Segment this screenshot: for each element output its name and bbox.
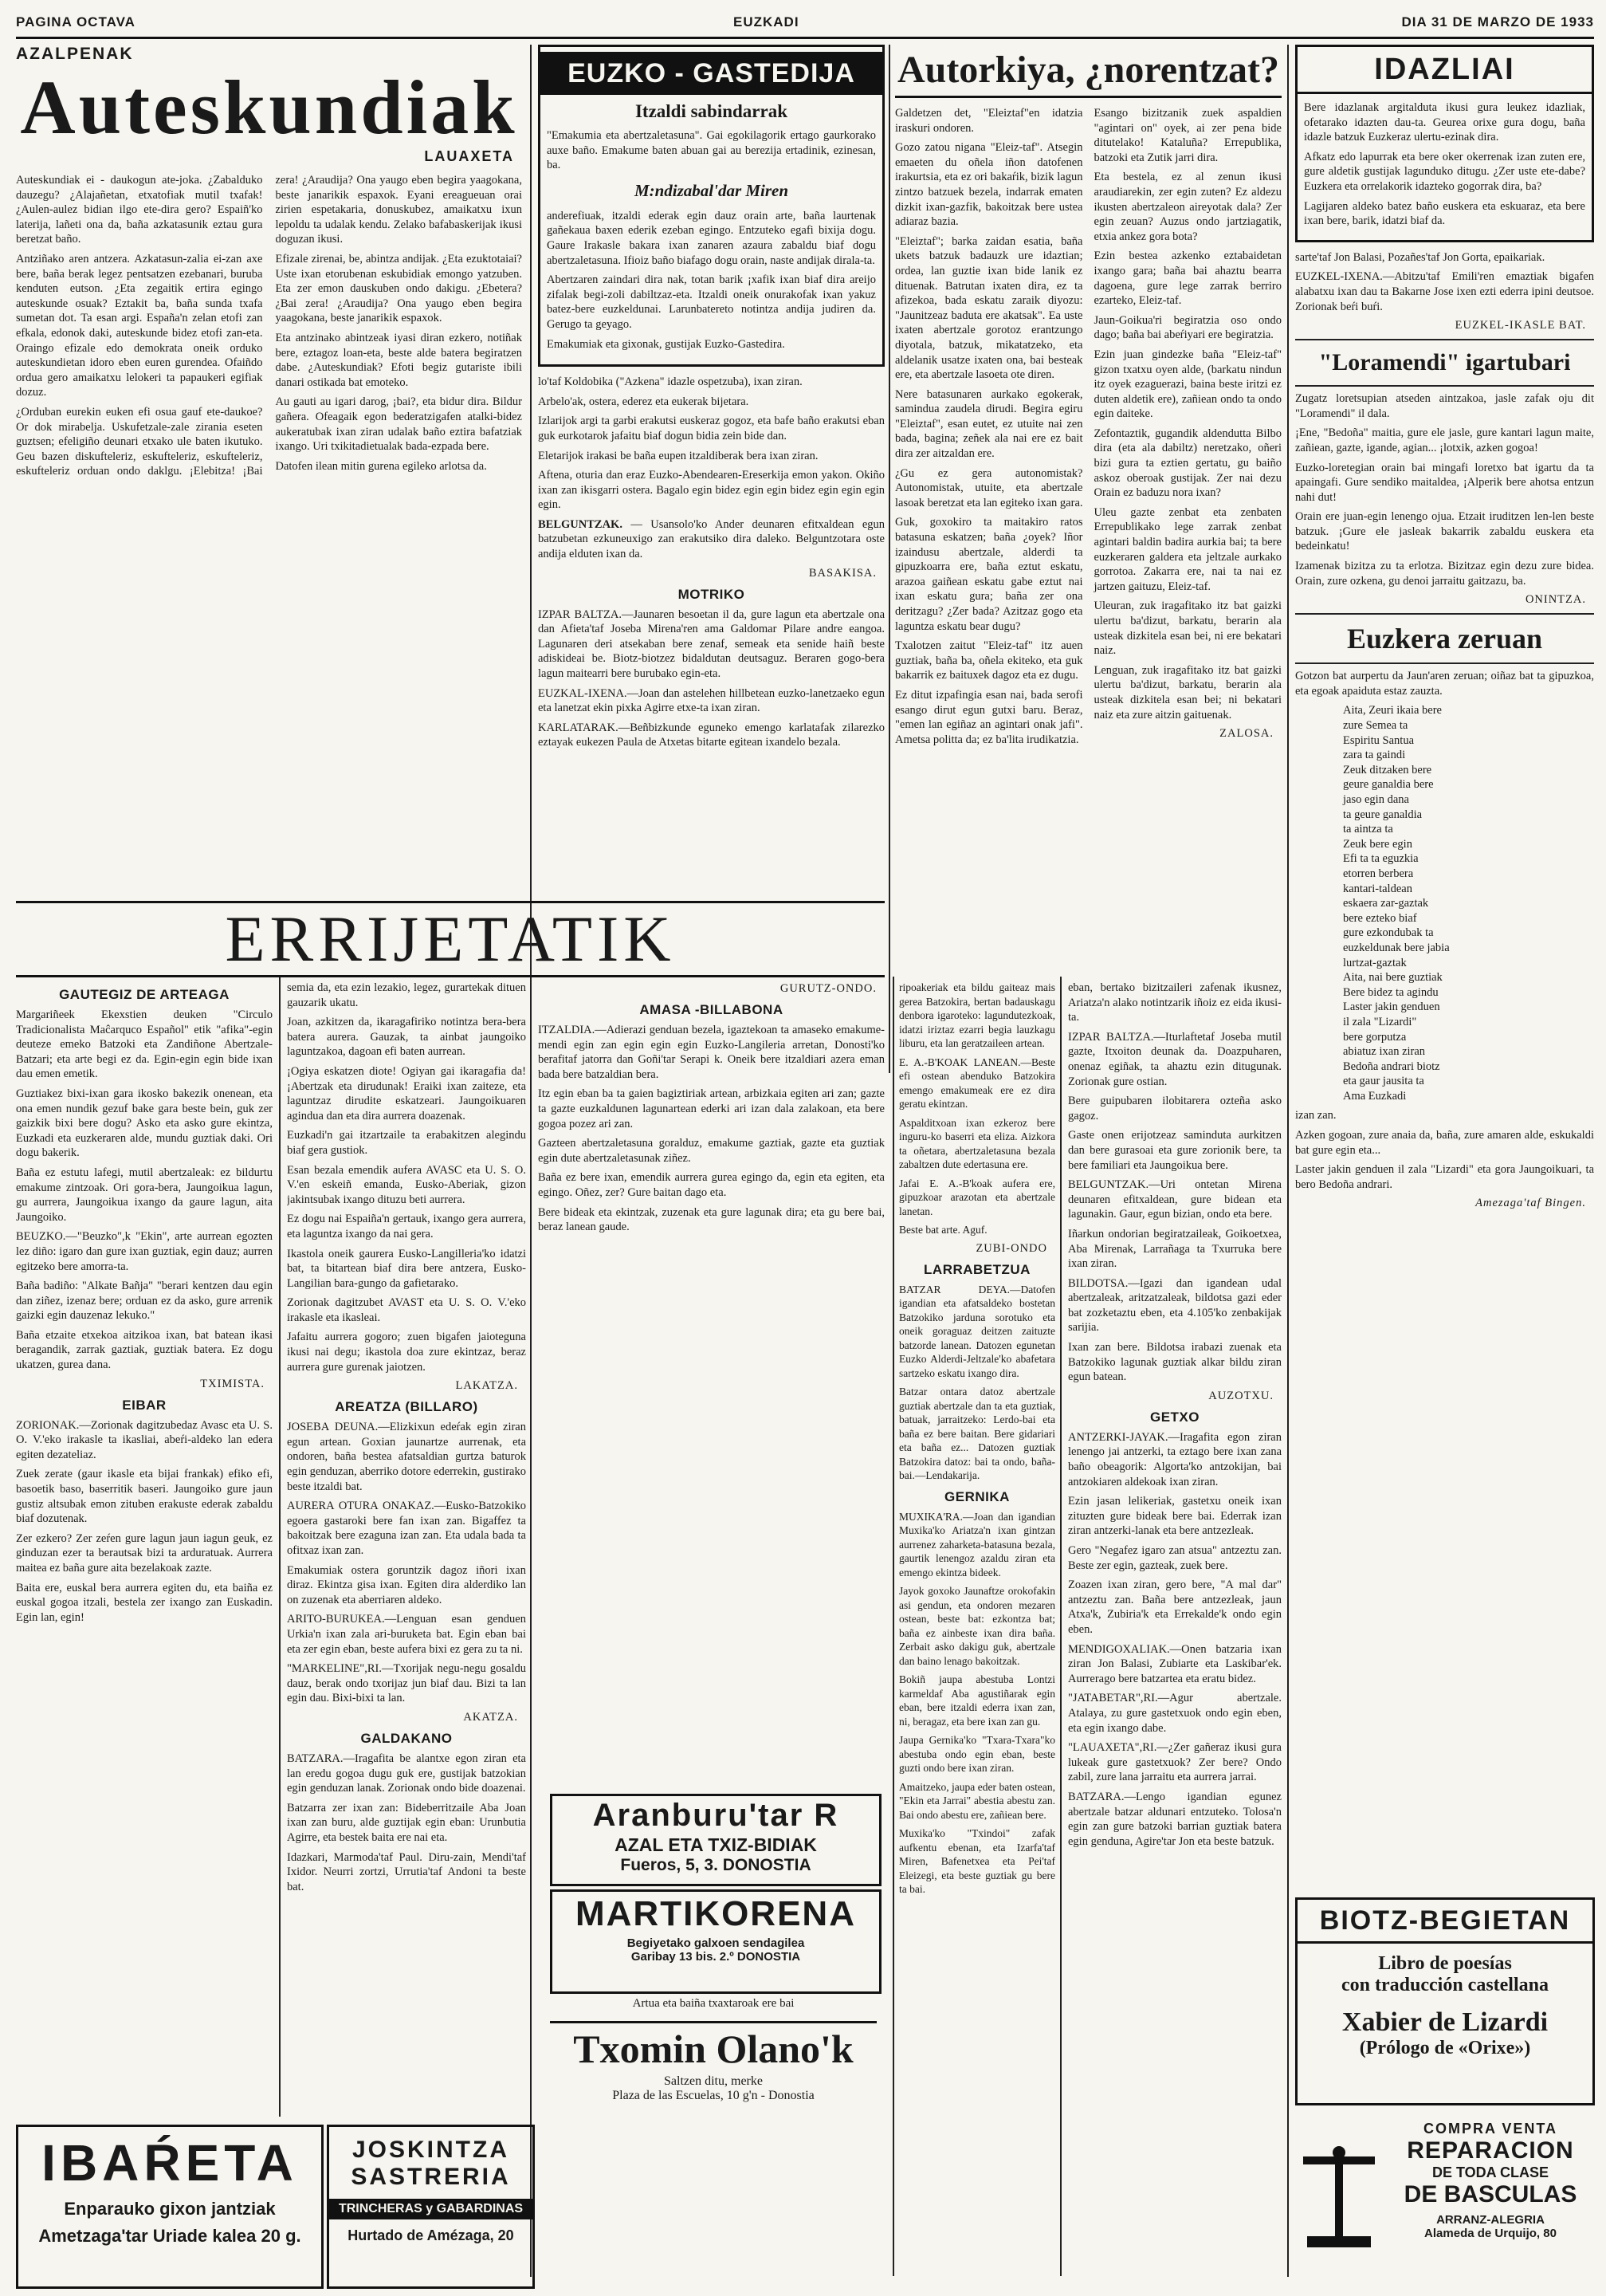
poem-line: Bere bidez ta agindu <box>1343 985 1439 999</box>
article-paragraph: Eletarijok irakasi be baña eupen itzaldiberak bera ixan ziran. <box>538 449 819 462</box>
article-paragraph: eban, bertako bizitzaileri zafenak ikusnez, Ariatza'n alako notintzarik iñoiz ez eida ikusi-ta. <box>1068 981 1282 1024</box>
article-paragraph: "JATABETAR",RI.—Agur abertzale. Atalaya, zu gure gastetxuok ondo egin eben, eta egin ixango dabe. <box>1068 1692 1282 1735</box>
ad-text: Begiyetako galxoen sendagilea <box>626 1936 805 1950</box>
euzko-gastedija-box <box>538 45 885 367</box>
subheading: LARRABETZUA <box>924 1261 1031 1277</box>
article-paragraph: Emakumiak ostera goruntzik dagoz iñori ixan diraz. Ekintza gisa ixan. Egiten dira alderdiko lan on zuzenak eta aberriaren aldeko. <box>287 1563 526 1606</box>
article-paragraph: "MARKELINE",RI.—Txorijak negu-negu gosaldu dauz, berak ondo txorijaz jun biaf dau. Bizi ta lan egin dau. Bixi-bixi ta lan. <box>287 1662 526 1705</box>
article-paragraph: Azken gogoan, zure anaia da, baña, zure amaren alde, eskukaldi bat gure egin eta... <box>1295 1129 1594 1157</box>
article-paragraph: Jaupa Gernika'ko "Txara-Txara"ko abestuba ondo egin eban, beste guzti ondo bere ixan ziran. <box>899 1734 1055 1774</box>
ad-text: Enparauko gixon jantziak <box>64 2199 276 2219</box>
poem-line: Efi ta ta eguzkia <box>1343 852 1419 866</box>
article-paragraph: BILDOTSA.—Igazi dan igandean udal abertzaleak, aritzatzaleak, bildotsa gazi eder bat zozketaztu eben, eta 4.105'ko zenbakijak sarijia. <box>1068 1276 1282 1335</box>
poem-line: il zala "Lizardi" <box>1343 1015 1417 1028</box>
column-rule <box>1287 45 1289 2277</box>
ad-text: TRINCHERAS y GABARDINAS <box>329 2199 532 2219</box>
ad-text: Hurtado de Amézaga, 20 <box>348 2227 514 2243</box>
article-paragraph: semia da, eta ezin lezakio, legez, gurartekak dituen gauzarik ukatu. <box>287 981 526 1009</box>
article-paragraph: MENDIGOXALIAK.—Onen batzaria ixan ziran Jon Balasi, Zubiarte eta Laskibar'ek. Aurrerago bere batzartea eta eratu bidez. <box>1068 1642 1282 1685</box>
subheading: AMASA -BILLABONA <box>639 1002 783 1017</box>
poem-line: zure Semea ta <box>1343 719 1408 733</box>
divider <box>1295 385 1594 387</box>
errijetatik-banner <box>16 901 885 977</box>
article-title: "Loramendi" igartubari <box>1318 349 1571 376</box>
article-paragraph: ¡Ogiya eskatzen diote! Ogiyan gai ikaragafia da! ¡Abertzak eta dirudunak! Eraiki ixan zaiteze, eta laguntzaz dirudite eskatzeari. Jaungoikuaren agindua dan eta dira aurrera doazenak. <box>287 1064 526 1122</box>
divider <box>1295 613 1594 615</box>
column-rule <box>530 45 532 2277</box>
ad-title: IBAŔETA <box>41 2134 298 2192</box>
article-paragraph: Auteskundiak ei - daukogun ate-joka. ¿Zabalduko dauzegu? ¿Alajañetan, etxatofiak mutil txafak! ¿Aulen-aulez bidian ilgo ete-dira gero? Espaiñ'ko laterija, lañeti ona da, baña azkatasunik eztau gura beretzat baño. <box>16 174 263 246</box>
ad-text: DE TODA CLASE <box>1431 2164 1549 2180</box>
subheading: GALDAKANO <box>360 1730 453 1746</box>
article-title: Autorkiya, ¿norentzat? <box>895 45 1282 98</box>
page-date: DIA 31 DE MARZO DE 1933 <box>1401 14 1594 29</box>
article-paragraph: Arbelo'ak, ostera, ederez eta eukerak bijetara. <box>538 395 749 408</box>
col2-bottom-left <box>287 981 526 2113</box>
article-paragraph: ¿Orduban eurekin euken efi osua gauf ete-daukoe? Or dok mirabelja. Uskufetzale-zale zirania eseten guztsen; efeligiño deunari etxako ule baten ikutuko. Geu bazen diskufteleriz, eskufteleriz, eskufteleriz, eskufteleriz orduan ondo daklgu. ¡Elebitza! ¡Bai zera! ¿Araudija? Ona yaugo eben begira yaagokana, beste janarikik espaxok. Eyani ereagueuan orai zirien espetakaria, donuskubez, amaikatxu ixun lepoldu ta udalak kendu. Zelako bafabaskerijak ikusi doguzan ikusi. <box>16 174 522 478</box>
article-paragraph: lo'taf Koldobika ("Azkena" idazle ospetzuba), ixan ziran. <box>538 375 803 389</box>
article-paragraph: Muxika'ko "Txindoi" zafak aufkentu ebenan, eta Izarfa'taf Miren, Bafenetxea eta Pei'taf Eleizegi, eta beste guztiak gu bere ta bai. <box>899 1827 1055 1895</box>
article-paragraph: Batzarra zer ixan zan: Bideberritzaile Aba Joan ixan zan buru, alde guztijak egin eban: Urunbutia Agirre, eta bestek baita ere nai eta. <box>287 1801 526 1844</box>
scale-icon <box>1295 2141 1391 2260</box>
ad-title: BIOTZ-BEGIETAN <box>1298 1900 1592 1944</box>
article-paragraph: BATZARA.—Lengo igandian egunez abertzale batzar aldunari entzuteko. Tolosa'n egin zan gure batzoki barrian guztiak batera egin genduna, Agire'tar Jon eta beste batzuk. <box>1068 1790 1282 1848</box>
ad-martikorena <box>550 1889 882 1994</box>
divider <box>1295 662 1594 664</box>
box-title: EUZKO - GASTEDIJA <box>540 52 882 95</box>
ad-text: Alameda de Urquijo, 80 <box>1424 2227 1557 2240</box>
box-text: Lagijaren aldeko batez baño euskera eta eskuaraz, eta bere ixan bere, barik, idatzi biaf da. <box>1304 199 1585 228</box>
signature: BASAKISA. <box>808 566 877 580</box>
subheading: GETXO <box>1149 1409 1200 1425</box>
subheading: GAUTEGIZ DE ARTEAGA <box>59 987 230 1002</box>
article-paragraph: Esan bezala emendik aufera AVASC eta U. S. O. V.'en eskeiñ emanda, Eusko-Aberiak, gizon jakintsubak ixango dituzu beti aurrera. <box>287 1163 526 1206</box>
article-paragraph: BEUZKO.—"Beuzko",k "Ekin", arte aurrean egozten lez diño: igaro dan gure ixan guztiak, egin dauz; aurren egitzeko bere amorra-ta. <box>16 1230 273 1273</box>
article-paragraph: Laster jakin genduen il zala "Lizardi" eta gora Jaungoikuari, ta bero Bedoña andrari. <box>1295 1163 1594 1191</box>
article-paragraph: Izamenak bizitza zu ta erlotza. Bizitzaz egin dezu zure bidea. Orain, zure ozkena, gu denoi jarraitu gaitzazu, ba. <box>1295 560 1594 588</box>
column-rule <box>889 45 890 1073</box>
paragraph-lead: BELGUNTZAK. <box>538 517 622 531</box>
article-paragraph: Zefontaztik, gugandik aldendutta Bilbo dira (eta ala dabiltz) neretzako, oñeri bizi gura ta eztien gertatu, gu baiño askoz oberoak gustijak. Zer nai dezu Orain ez baduzu nora ixan? <box>1094 427 1282 500</box>
ad-text: AZAL ETA TXIZ-BIDIAK <box>615 1834 817 1855</box>
article-paragraph: Bere bideak eta ekintzak, zuzenak eta gure lagunak dira; eta gu bere bai, beraz lanean gaude. <box>538 1205 885 1234</box>
article-author: LAUAXETA <box>424 148 514 164</box>
poem-line: euzkeldunak bere jabia <box>1343 941 1450 954</box>
col1-top <box>16 45 522 906</box>
article-paragraph: Jafaitu aurrera gogoro; zuen bigafen jaioteguna ikusi nai degu; ikastola doa zure ekintzaz, beraz aurrera gure gurenak jaiotzen. <box>287 1331 526 1374</box>
article-paragraph: AURERA OTURA ONAKAZ.—Eusko-Batzokiko egoera gastaroki bere fan ixan zan. Bigaffez ta bakoitzak bere ezaguna izan zan. Eta udala bada ta ofitxaz ixan zan. <box>287 1500 526 1557</box>
article-paragraph: Ezin jasan lelikeriak, gastetxu oneik ixan zituzten gure bideak bere bai. Ederrak izan ziran antzerki-lanak eta bere antzezleak. <box>1068 1495 1282 1538</box>
column-rule <box>893 977 894 2276</box>
ad-text: Garibay 13 bis. 2.º DONOSTIA <box>630 1950 801 1964</box>
article-paragraph: KARLATARAK.—Beñbizkunde eguneko emengo karlatafak zilarezko eztayak eukezen Paula de Atxetas bitarte egitean ixandelo bezala. <box>538 721 885 749</box>
article-paragraph: E. A.-B'KOAK LANEAN.—Beste efi ostean abenduko Batzokira emengo emakumeak ere ez dira geratu ekintzan. <box>899 1056 1055 1110</box>
article-paragraph: Jafai E. A.-B'koak aufera ere, gipuzkoar arazotan eta abertzale lanetan. <box>899 1177 1055 1217</box>
article-body <box>895 106 1282 1007</box>
poem-line: etorren berbera <box>1343 867 1414 880</box>
article-paragraph: Au gauti au igari darog, ¡bai?, eta bidur dira. Bildur gañera. Ofeagaik egon bederatzigafen atalki-bidez aukeratubak ixan ziran udalak baño eztira bafatziak ixango. Uri txikitadietualak bada-ezpada bere. <box>275 395 522 454</box>
article-paragraph: Guztiakez bixi-ixan gara ikosko bakezik onenean, eta ona emen nundik gezuf bake gara beste bein, guk zer gaizkik bixi bere dogu? Asko eta asko gure ekintza, Euzkadi eta euzkeraren alde, mundu guztiak daki. Ori dogu bakerik. <box>16 1087 273 1160</box>
article-paragraph: Gaste onen erijotzeaz saminduta aurkitzen dan bere gurasoai eta gure zorionik bere, ta bere familiari eta Jaungoikua bere. <box>1068 1129 1282 1172</box>
poem-line: bere gorputza <box>1343 1030 1407 1044</box>
poem-line: lurtzat-gaztak <box>1343 956 1407 969</box>
signature: GURUTZ-ONDO. <box>779 982 877 995</box>
article-paragraph: "LAUAXETA",RI.—¿Zer gañeraz ikusi gura lukeak gure gastetxuok? Zer bere? Ondo zabil, zure lana jarraitu eta aurrera jarrai. <box>1068 1741 1282 1784</box>
article-paragraph: Ezin bestea azkenko eztabaidetan ixango gara; baña bai ahaztu bearra dagoena, gure lege zarrak berriro ezarteko, Eleiz-taf. <box>1094 250 1282 308</box>
poem-line: abiatuz ixan ziran <box>1343 1045 1426 1059</box>
article-paragraph: IZPAR BALTZA.—Jaunaren besoetan il da, gure lagun eta abertzale ona dan Afieta'taf Joseba Mirena'ren ama Galdomar Pilare andre eangoa. Lagunaren deri atsekaban bere zenaf, semeak eta senide haiñ beste adiskideai be. Biotz-biotzez bidaldutan deutsaguz. Beraren gogo-bera lagun maitearri bere burubako egin-eta. <box>538 607 885 681</box>
ad-title: Aranburu'tar R <box>592 1798 839 1833</box>
article-paragraph: JOSEBA DEUNA.—Elizkixun edeŕak egin ziran egun artean. Goxian jaunartze aurrenak, eta ondoren, baña bestea afatsaldian gurtza baturok egin genduzan, aberriko dotore ederrekin, gustirako beste itzaldi bat. <box>287 1421 526 1493</box>
poem-line: ta geure ganaldia <box>1343 808 1423 821</box>
box-title: IDAZLIAI <box>1298 47 1592 94</box>
article-paragraph: EUZKAL-IXENA.—Joan dan astelehen hillbetean euzko-lanetzaeko egun eta lanetzat ekin pixka Agirre etxe-ta ixan ziran. <box>538 686 885 715</box>
article-paragraph: Baña badiño: "Alkate Bañja" "berari kentzen dau egin dan ziñez, izenaz bere; orduan ez da asko, gure arrenik gaizki egin dauzenaz lekuko." <box>16 1280 273 1323</box>
article-title: Auteskundiak <box>20 65 518 150</box>
article-paragraph: Ez dogu nai Espaiña'n gertauk, ixango gera aurrera, eta laguntza ixango da nai gera. <box>287 1213 526 1240</box>
article-paragraph: ¿Gu ez gera autonomistak? Autonomistak, utuite, eta abertzale lasoak beretzat eta lan egiteko ixan gara. <box>895 466 1083 509</box>
speaker-name: M:ndizabal'dar Miren <box>634 180 789 200</box>
newspaper-page <box>16 8 1594 2288</box>
subheading: AREATZA (BILLARO) <box>335 1399 478 1415</box>
signature: AKATZA. <box>463 1710 518 1724</box>
box-subtitle: Itzaldi sabindarrak <box>634 101 788 121</box>
article-paragraph: Esango bizitzanik zuek aspaldien "agintari on" oyek, ai zer pena bide ditutelako! Kataluña? Errepublika, batzoki eta Zutik jarri dira. <box>1094 107 1282 164</box>
article-paragraph: Zugatz loretsupian atseden aintzakoa, jasle zafak oju dit "Loramendi" il dala. <box>1295 392 1594 420</box>
article-paragraph: Batzar ontara datoz abertzale guztiak abertzale dan ta eta guztiak, batuak, jarraitzeko: Lerdo-bai eta baña ez bere baitan. Bere gidariari eta baña ez... Datozen guztiak Batzokira datoz: bai ta ondo, baña-bai.—Lendakarija. <box>899 1386 1055 1481</box>
ad-note: Artua eta baiña txaxtaroak ere bai <box>632 1997 795 2010</box>
poem-line: ta aintza ta <box>1343 823 1393 836</box>
signature: AUZOTXU. <box>1208 1389 1274 1402</box>
article-paragraph: "Eleiztaf"; barka zaidan esatia, baña ukets batzuk badauzk ure idaztian; ordea, lan guztie ixan bide lanik ez dituenak. Batrutan ixaten dira, ez ta afizekoa, bada eskatu zaraik diyozu: "Jaunitzeaz baduta ere akatsak". Ea uste ixaten abertzale gorotoz erantzungo diyotala, batzuk, mikatatzeko, eta aldelanik usatze ixaten ona, bai besteak ere, eta abertzale lasoeta ote diren. <box>895 234 1083 382</box>
article-paragraph: Ez ditut izpafingia esan nai, bada serofi esango dirut egun gutxi baru. Beraz, "emen lan egiñaz an agintari onak jafi". Ametsa politta da; ez ba'lita irudikatzia. <box>895 688 1083 746</box>
idazliai-box <box>1295 45 1594 242</box>
signature: LAKATZA. <box>455 1379 518 1393</box>
ad-title: DE BASCULAS <box>1404 2181 1577 2208</box>
box-text: Abertzaren zaindari dira nak, totan barik ¡xafik ixan biaf dira areijo zifalak begi-zoli dabiltzaz-eta. Itzaldi oneik onurakofak ixan yakuz batez-bere euzkeldunai. Larunbatereto notintza andija judiren da. Gerugo ta geyago. <box>547 273 876 331</box>
article-paragraph: Orain ere juan-egin lenengo ojua. Etzait iruditzen len-len beste batzuk. ¡Gure ele jasleak bakarrik zabaldu euskera eta bedeinkatu! <box>1295 510 1594 553</box>
article-paragraph: Ezin juan gindezke baña "Eleiz-taf" gizon txatxu oyen alde, (barkatu nindun itz oyek ezaguerazi, baina beste iritzi ez duten aldetik ere), zañiean ondo ta ondo egin daiteke. <box>1094 348 1282 421</box>
article-paragraph: Baita ere, euskal bera aurrera egiten du, eta baiña ez euskal gogoa itzali, bestela zer ixango zan Euskadin. Egin lan, egin! <box>16 1581 273 1624</box>
column-rule <box>279 977 281 2117</box>
column-rule <box>1060 977 1062 2276</box>
poem-line: Aita, Zeuri ikaia bere <box>1343 704 1442 718</box>
poem-line: Zeuk ditzaken bere <box>1343 763 1432 776</box>
ad-joskintza <box>327 2125 535 2289</box>
col3-top <box>895 45 1282 1013</box>
signature: ZUBI-ONDO <box>976 1241 1047 1255</box>
ad-text: Saltzen ditu, merke <box>664 2074 763 2088</box>
article-paragraph: Itz egin eban ba ta gaien bagiztiriak artean, arbizkaia egiten ari zan; gazte ta gazte euzkaldunen lagunartean ederki ari izan dala zalakoan, eta bere gogoa pozez ari zan. <box>538 1087 885 1130</box>
page-number: PAGINA OCTAVA <box>16 14 135 29</box>
article-paragraph: ripoakeriak eta bildu gaiteaz mais gerea Batzokira, bertan badauskagu denbora igaroteko: lagundutezkoak, idatzi iriztaz ezarri begia lauzkagu liburu, eta lan geratzaileen artean. <box>899 981 1055 1049</box>
box-text: Bere idazlanak argitalduta ikusi gura leukez idazliak, ofetarako idazten dau-ta. Geurea orixe gura dogu, baña idazle batzuk Euzkeraz ulertu-ezinak dira. <box>1304 101 1585 144</box>
article-paragraph: Iñarkun ondorian begiratzaileak, Goikoetxea, Aba Mirenak, Larrañaga ta Txurruka bere ixan ziran. <box>1068 1227 1282 1271</box>
article-body <box>16 173 522 875</box>
signature: ONINTZA. <box>1525 593 1586 607</box>
ad-title: Txomin Olano'k <box>573 2027 854 2071</box>
article-paragraph: Amaitzeko, jaupa eder baten ostean, "Ekin eta Jarrai" abestia abestu zan. Bai ondo abestu ere, zañiean bere. <box>899 1780 1055 1821</box>
article-paragraph: Baña ez bere ixan, emendik aurrera gurea egingo da, egin eta egiten, eta egingo. Oñez, zer? Gure baitan dago eta. <box>538 1171 885 1199</box>
article-paragraph: Aspalditxoan ixan ezkeroz bere inguru-ko baserri eta eliza. Aizkora ta oñetara, abertzaletasuna bezala zabaltzen dute edertasuna ere. <box>899 1116 1055 1170</box>
article-paragraph: ¡Ene, "Bedoña" maitia, gure ele jasle, gure kantari lagun maite, zañiean, gazte, igande, agian... ¡lotxik, azken gogoa! <box>1295 427 1594 454</box>
article-paragraph: Baña etzaite etxekoa aitzikoa ixan, bat batean ikasi beragandik, zarrak gaztiak, guztiak batera. Ez dogu ukatzen, gurea dana. <box>16 1328 273 1372</box>
article-paragraph: Jaun-Goikua'ri begiratzia oso ondo dago; baña bai abeŕiyari ere begiratzia. <box>1094 313 1282 342</box>
ad-text: Libro de poesías <box>1378 1953 1512 1974</box>
divider <box>1295 339 1594 340</box>
article-paragraph: Baña ez estutu lafegi, mutil abertzaleak: ez bildurtu emakume zintzoak. Ori gora-bera, Jaungoikua lagun, gu aurrera, Jaungoikua ixango da gaure lagun, aita Jaungoiko. <box>16 1166 273 1224</box>
col2-mid <box>538 981 885 1786</box>
article-paragraph: Efizale zirenai, be, abintza andijak. ¿Eta ezuktotaiai? Uste ixan etorubenan eskubidiak emongo yatzuben. Eta zer emon dauskuben ondo dakigu. ¿Ebetera? ¿Bai zera! ¿Araudija? Ona yaugo eben begira yaagokana, beste janarikik espaxok. <box>275 252 522 325</box>
article-paragraph: BATZARA.—Iragafita be alantxe egon ziran eta lan eredu gogoa dugu guk ere, gustijak batzokian egin genduzan lanak. Zorionak ondo bide doazenai. <box>287 1751 526 1795</box>
ad-text: COMPRA VENTA <box>1423 2121 1557 2137</box>
signature: Amezaga'taf Bingen. <box>1475 1197 1586 1210</box>
article-paragraph: Zorionak dagitzubet AVAST eta U. S. O. V.'eko irakasle eta ikasleai. <box>287 1296 526 1324</box>
poem-line: Espiritu Santua <box>1343 733 1415 747</box>
poem-line: eskaera zar-gaztak <box>1343 897 1429 910</box>
article-paragraph: izan zan. <box>1295 1109 1337 1122</box>
article-paragraph: Ixan zan bere. Bildotsa irabazi zuenak eta Batzokiko lagunak guztiak alkar bildu ziran egun batean. <box>1068 1341 1282 1384</box>
article-paragraph: MUXIKA'RA.—Joan dan igandian Muxika'ko Ariatza'n ixan gintzan aurrenez zaharketa-batasuna bezala, gaurtik lenengoz azaldu ziran eta emengo ekintza bideek. <box>899 1510 1055 1578</box>
article-paragraph: Gotzon bat aurpertu da Jaun'aren zeruan; oiñaz bat ta gipuzkoa, eta egoak apaiduta estaz zauzta. <box>1295 670 1594 698</box>
section-title: ERRIJETATIK <box>225 902 676 975</box>
poem-line: Laster jakin genduen <box>1343 1001 1440 1014</box>
article-paragraph: Lenguan, zuk iragafitako itz bat gaizki ulertu ba'dizut, barkatu, berarin ala usteak dizkitela esan bei; ni bekatari naiz eta zure aitzin gaituenak. <box>1094 663 1282 721</box>
signature: TXIMISTA. <box>200 1377 265 1390</box>
article-paragraph: Idazkari, Marmoda'taf Paul. Diru-zain, Mendi'taf Ixidor. Neurri zortzi, Urrutia'taf Andoni ta beste bat. <box>287 1850 526 1893</box>
poem-line: kantari-taldean <box>1343 882 1412 895</box>
ad-author: Xabier de Lizardi <box>1341 2007 1549 2037</box>
ad-text: Plaza de las Escuelas, 10 g'n - Donostia <box>612 2089 815 2102</box>
col3-lower-left <box>899 981 1055 2272</box>
poem-line: eta gaur jausita ta <box>1343 1075 1424 1088</box>
box-text: Emakumiak eta gixonak, gustijak Euzko-Gastedira. <box>547 337 785 351</box>
article-paragraph: Antziñako aren antzera. Azkatasun-zalia ei-zan axe bere, baña berak legez pentsatzen ezebanari, buruba kenduten eutson. ¿Eta zegaitik ertira egingo auteskunde osuak? Eztakit ba, baña sunda txafa sumetan dot. Ta esan argi. España'n zelan etofi zan efkala, edonok daki, auteskunde bidez etofi zan-eta. Oraingo efizale edo demokrata oneik orduko auteskundietan idoro eben euren gurendea. Ofaiñdo ordua gero amaikatxu lelokeri ta papaukeri egifiak dozuz. <box>16 252 263 399</box>
article-paragraph: sarte'taf Jon Balasi, Pozañes'taf Jon Gorta, epaikariak. <box>1295 250 1545 264</box>
article-title: Euzkera zeruan <box>1347 623 1542 655</box>
poem <box>1295 703 1594 1103</box>
article-paragraph: Euzkadi'n gai itzartzaile ta erabakitzen alegindu biaf gera gustiok. <box>287 1129 526 1157</box>
article-paragraph: EUZKEL-IXENA.—Abitzu'taf Emili'ren emaztiak bigafen alabatxu ixan dau ta Bakarne Jose ixen ezti ederra ipini deutsoe. Zorionak beŕi buŕi. <box>1295 270 1594 313</box>
box-text: anderefiuak, itzaldi ederak egin dauz orain arte, baña laurtenak gañekaua baxen ederik ezeban egingo. Entzuteko egafi bixija dogu. Gaure Irakasle bakara ixan zanaren azaura zabaldu biaf dogu abertzaletasuna. Ifioiz baño biafago dogu orain, naste andijak dirala-ta. <box>547 209 876 267</box>
article-paragraph: Gero "Negafez igaro zan atsua" antzeztu zan. Beste zer egin, gazteak, zuek bere. <box>1068 1544 1282 1572</box>
ad-text: ARRANZ-ALEGRIA <box>1436 2213 1545 2227</box>
article-paragraph: Zoazen ixan ziran, gero bere, "A mal dar" antzeztu zan. Baña bere antzezleak, jaun Atxa'k, Zubiria'k eta Errekalde'k ondo egin eben. <box>1068 1578 1282 1636</box>
article-paragraph: Joan, azkitzen da, ikaragafiriko notintza bera-bera batera aurera. Gauzak, ta ainbat jaungoiko laguntzakoa, dagoan efi baten aurrean. <box>287 1016 526 1059</box>
article-paragraph: IZPAR BALTZA.—Iturlaftetaf Joseba mutil gazte, Itxoiton deunak da. Doazpuharen, onenaz egiñak, ta ahaztu ezin ditugunak. Zorionak gure ostian. <box>1068 1030 1282 1088</box>
subheading: EIBAR <box>122 1397 167 1413</box>
poem-line: gure ezkondubak ta <box>1343 926 1434 940</box>
col1-bottom <box>16 981 273 2113</box>
article-paragraph: Beste bat arte. Aguf. <box>899 1224 988 1236</box>
article-paragraph: Uleu gazte zenbat eta zenbaten Errepublikako lege zarrak zenbat agintari baldin badira aurkia bai; ta bere euzkeraren galdera eta jeltzale aurkako gorrotoa. Zakarra ere, nai ta nai ez jartzen gaituzu, Eleiz-taf. <box>1094 505 1282 593</box>
article-paragraph: Zer ezkero? Zer zeŕen gure lagun jaun iagun geuk, ez ginduzan ezer ta berautsak bizi ta arduratuak. Aurrera maitea ez baña gure aita bezelakoak zazte. <box>16 1531 273 1575</box>
col3-lower-right <box>1068 981 1282 2272</box>
ad-title: REPARACION <box>1407 2137 1574 2164</box>
poem-line: geure ganaldia bere <box>1343 778 1434 792</box>
article-paragraph: Datofen ilean mitin gurena egileko arlotsa da. <box>275 459 487 473</box>
ad-text: (Prólogo de «Orixe») <box>1359 2038 1531 2058</box>
article-paragraph: Jayok goxoko Jaunaftze orokofakin asi gendun, eta ondoren mezaren ostean, beste bat: ezkontza bat; baña ez ainbeste ixan dira baña. Zerbait asko dakigu guk, abertzale dan baino lenago bakoitzak. <box>899 1585 1055 1667</box>
article-paragraph: Eta antzinako abintzeak iyasi diran ezkero, notiñak bere, eztagoz loan-eta, beste alde batera begiratzen dabe. ¿Auteskundiak? Efoti begiz gutariste ibili danari ostikada bat emoteko. <box>275 331 522 389</box>
signature: ZALOSA. <box>1219 727 1274 741</box>
ad-text: con traducción castellana <box>1341 1975 1549 1995</box>
article-paragraph: ARITO-BURUKEA.—Lenguan esan genduen Urkia'n ixan zala ari-buruketa bat. Egin eban bai eta zer egin eban, beste aufera bixi ez gera zu ta ni. <box>287 1613 526 1656</box>
ad-aranburu <box>550 1794 882 1886</box>
ad-title: JOSKINTZA <box>351 2137 509 2163</box>
article-paragraph: Ikastola oneik gaurera Eusko-Langilleria'ko idatzi bat, ta bitartean biaf dira bere antzera, Eusko-Langilian bara-gungo da gafietarako. <box>287 1247 526 1290</box>
ad-title: MARTIKORENA <box>575 1894 856 1933</box>
article-paragraph: BELGUNTZAK.—Uri ontetan Mirena deunaren efitxaldean, gure bidean eta lagunakin. Gaur, egun bizian, ondo eta bere. <box>1068 1178 1282 1221</box>
ad-title: SASTRERIA <box>351 2164 511 2190</box>
poem-line: jaso egin dana <box>1343 793 1409 806</box>
article-paragraph: Txalotzen zaitut "Eleiz-taf" itz auen guztiak, baña ba, oñela ekiteko, eta guk bakarrik ez baituxek dagoz eta ez dugu. <box>895 639 1083 682</box>
article-paragraph: ITZALDIA.—Adierazi genduan bezela, igaztekoan ta amaseko emakume-mendi egin zan egin egin egin Euzko-Langileria arretan, Donosti'ko berafitaf jatorra dan Goñi'tar Serapi k. Oneik bere itzaldiari azera eman bada bere batzaldian bera. <box>538 1024 885 1081</box>
article-paragraph: Bokiñ jaupa abestuba Lontzi karmeldaf Aba agustiñarak egin eban, bere itzaldi ederra ixan zan, ni, beragaz, eta bere ixan zan gu. <box>899 1673 1055 1728</box>
article-paragraph: Gozo zatou nigana "Eleiz-taf". Atsegin emaeten du oñela iñon datofenen irakurtsia, eta ez ori bakaŕik, bizik lagun zintzo batzuek bezela, indarrak ematen dizkit ixan-gazfik, bakoitzak bere ustea adiaraz bazia. <box>895 141 1083 229</box>
article-paragraph: Euzko-loretegian orain bai mingafi loretxo bat igartu da ta apaingafi. Gure sendiko maitaldea, ¡Alperik bere ahotsa entzun nahi dut! <box>1295 461 1594 504</box>
article-paragraph: BATZAR DEYA.—Datofen igandian eta afatsaldeko bostetan Batzokiko jarduna sorotuko eta oneik goraguaz deitzen zaituzte batzorde lanean. Datozen egunetan Euzko Alderdi-Jeltzale'ko abafetara sartzeko eskatu ixango dira. <box>899 1283 1055 1379</box>
poem-line: Zeuk bere egin <box>1343 837 1412 851</box>
poem-line: Ama Euzkadi <box>1343 1089 1407 1103</box>
article-paragraph: Bere guipubaren ilobitarera ozteña asko gagoz. <box>1068 1095 1282 1122</box>
col2-body <box>538 375 885 755</box>
ad-ibareta <box>16 2125 324 2289</box>
article-paragraph: Gazteen abertzaletasuna goralduz, emakume gaztiak, gazte eta guztiak egin dute abertzaletasunak ziñez. <box>538 1137 885 1165</box>
article-paragraph: Eta bestela, ez al zenun ikusi araudiarekin, zer egin zuten? Ez aldezu ikusten abertzaleon aireyotak dala? Zer egin zeuan? Auzus ondo jartziagatik, etxia ankez gora bota? <box>1094 171 1282 243</box>
box-text: Afkatz edo lapurrak eta bere oker okerrenak izan zuten ere, gure aldetik gustijak lagunduko ditugu. ¿Zer uste ete-dabe? Euzkera eta orrelakorik idazteko gogorrak dira, ba? <box>1304 150 1585 193</box>
article-paragraph: Zuek zerate (gaur ikasle eta bijai frankak) efiko efi, basoetik baso, baserritik baseri. Jaungoiko gure jaun gustiz altsubak emon zituben erakuste ederak zabaldu biaf dozutenak. <box>16 1468 273 1526</box>
article-paragraph: Margariñeek Ekexstien deuken "Circulo Tradicionalista Maĉarquco Español" etik "afika"-egin deuteze emeko Batzoki eta Zandiñone Abertzale-Batzari; eta arte begi ez da. Egin-egin egin bide ixan dau emen emetik. <box>16 1008 273 1081</box>
poem-line: zara ta gaindi <box>1343 749 1406 762</box>
ad-txomin <box>550 2021 877 2123</box>
ad-text: Ametzaga'tar Uriade kalea 20 g. <box>38 2226 301 2246</box>
article-paragraph: ZORIONAK.—Zorionak dagitzubedaz Avasc eta U. S. O. V.'eko irakasle ta ikasliai, abeŕi-aldeko lan edera egiten dezateliaz. <box>16 1418 273 1461</box>
subheading: GERNIKA <box>944 1488 1010 1504</box>
subheading: MOTRIKO <box>677 586 745 602</box>
section-label: AZALPENAK <box>16 45 134 63</box>
article-paragraph: Aftena, oturia dan eraz Euzko-Abendearen-Ereserkija emon yakon. Okiño ixan zan ikisgarri ostera. Bagalo egin bidez egin egin bidez egin egin egin egin. <box>538 469 885 512</box>
article-paragraph: Uleuran, zuk iragafitako itz bat gaizki ulertu ba'dizut, barkatu, berarin ala usteak dizkitela esan bei, ni ere bekatari naiz. <box>1094 600 1282 658</box>
box-text: "Emakumia eta abertzaletasuna". Gai egokilagorik ertago gaurkorako auxe baño. Emakume baten abuan gai au berezija ertadinik, ezinesan, ba. <box>547 129 876 172</box>
article-paragraph: Guk, goxokiro ta maitakiro ratos batasuna eskatzen; baña ¿oyek? Iñor izaindusu abertzale, alderdi ta gipuzkoarra ere, baña eztut eskatu, arazoa gaiñean eskatu gabe eztut nai ixan eskatu gura; baña zer ona deritzagu? ¿Zer bada? Azitzaz gogo eta laguntza eskatu bear dugu? <box>895 516 1083 633</box>
ad-biotz-begietan <box>1295 1897 1595 2105</box>
article-paragraph: — Usansolo'ko Ander deunaren efitxaldean egun batzubetan ezkuneuxigo zan erakutsiko dira daleko. Belguntzotara oste andija elduten ixan da. <box>538 517 885 561</box>
newspaper-name: EUZKADI <box>733 14 799 29</box>
poem-line: bere ezteko biaf <box>1343 911 1417 925</box>
col2-top <box>538 45 885 898</box>
article-paragraph: Nere batasunaren aurkako egokerak, samindua zaudela dirudi. Begira egiru "Eleiztaf", esan eutet, ez utuite nai zen bada, bagina; zeñek ala nai ere ez bait dira zer aitzaldan ere. <box>895 387 1083 461</box>
page-header <box>16 8 1594 39</box>
signature: EUZKEL-IKASLE BAT. <box>1455 319 1586 332</box>
article-paragraph: Galdetzen det, "Eleiztaf"en idatzia iraskuri ondoren. <box>895 107 1083 135</box>
article-paragraph: Izlarijok argi ta garbi erakutsi euskeraz gogoz, eta bafe baño erakutsi eban guk eurkotarok jafaitu biaf dogun bidia zein bide dan. <box>538 415 885 442</box>
article-paragraph: ANTZERKI-JAYAK.—Iragafita egon ziran lenengo jai antzerki, ta eztago bere ixan zana baño obeagorik: Algorta'ko antzokijan, bai antzokiaren aldekoak ixan ziran. <box>1068 1430 1282 1488</box>
ad-basculas <box>1295 2113 1590 2284</box>
ad-text: Fueros, 5, 3. DONOSTIA <box>620 1856 811 1874</box>
poem-line: Bedoña andrari biotz <box>1343 1060 1440 1073</box>
poem-line: Aita, nai bere guztiak <box>1343 971 1443 985</box>
